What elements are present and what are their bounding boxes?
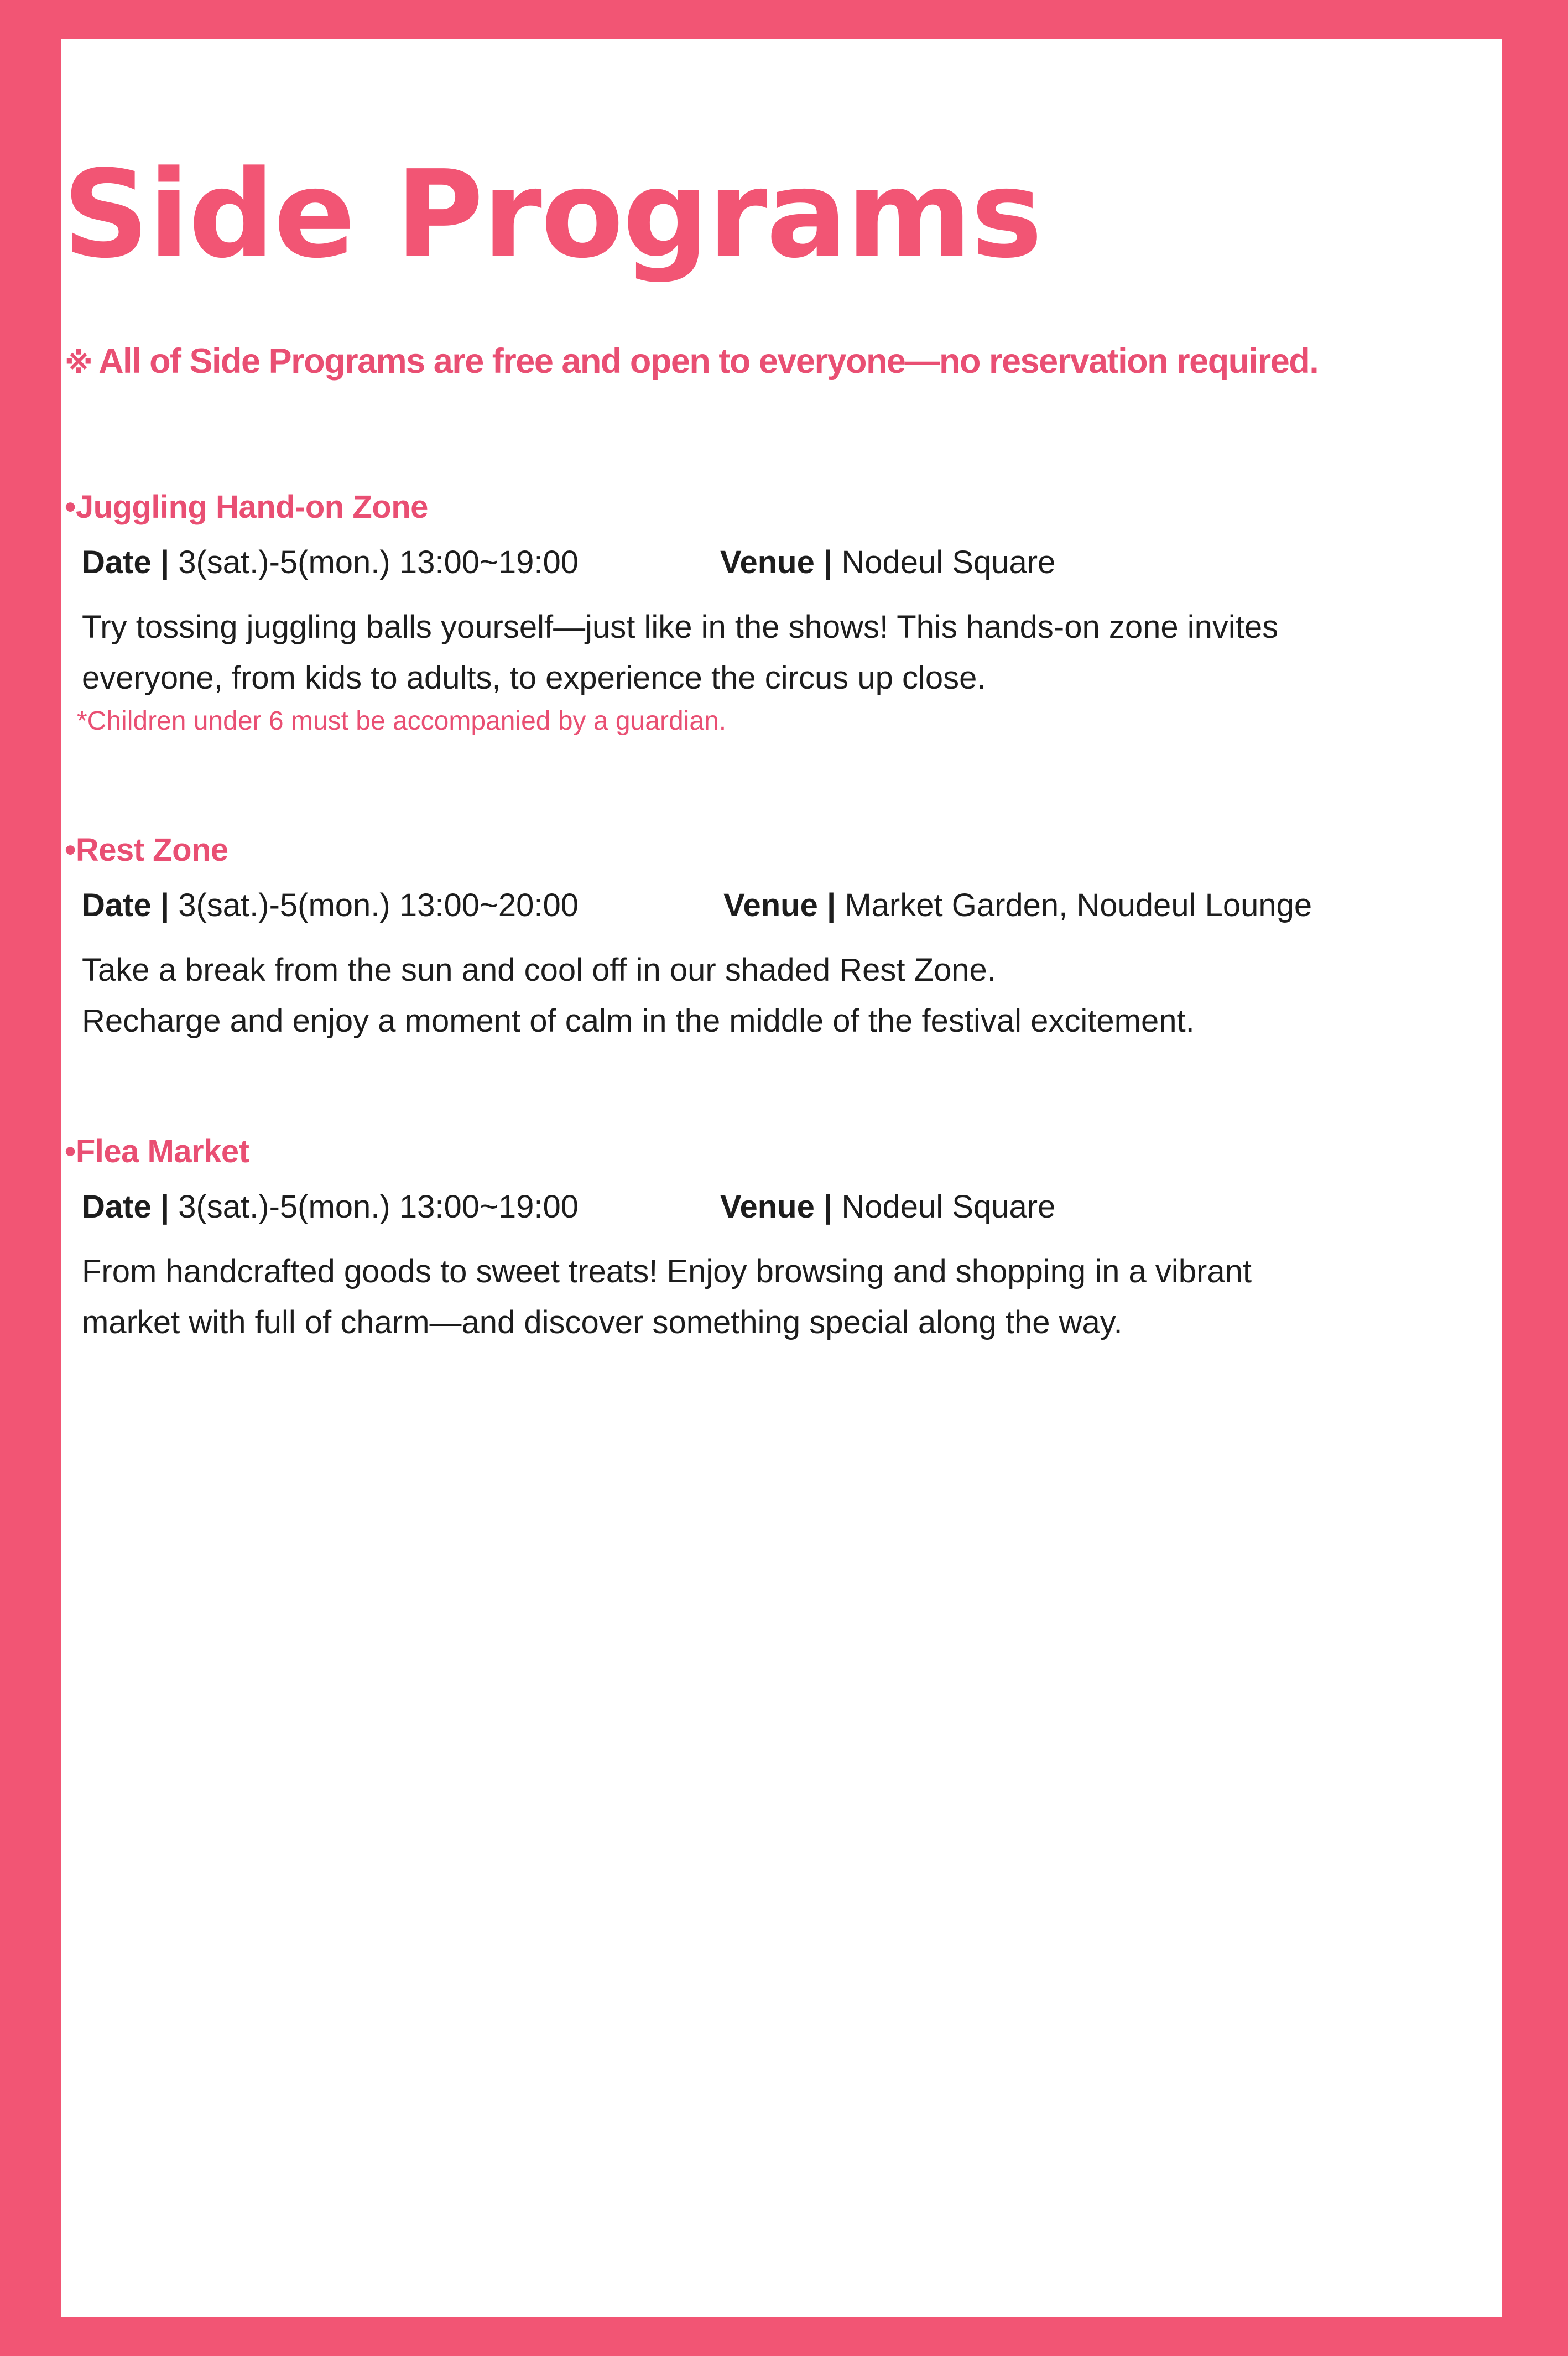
date-label: Date: [82, 544, 152, 580]
program-title: •Flea Market: [65, 1133, 249, 1169]
venue-value: Nodeul Square: [841, 544, 1056, 580]
date-info: [82, 544, 579, 580]
venue-label: Venue: [723, 887, 818, 923]
guardian-note: *Children under 6 must be accompanied by a guardian.: [77, 706, 727, 736]
date-info: [82, 887, 579, 923]
venue-value: Market Garden, Noudeul Lounge: [845, 887, 1312, 923]
program-juggling-zone: [65, 491, 1392, 735]
program-description: Take a break from the sun and cool off in our shaded Rest Zone. Recharge and enjoy a moment of calm in the middle of the festival excitement.: [82, 952, 1195, 1039]
program-description: From handcrafted goods to sweet treats! Enjoy browsing and shopping in a vibrant market with full of charm—and discover something special along the way.: [82, 1254, 1252, 1340]
bullet-icon: •: [65, 489, 76, 525]
notice-mark-icon: ※: [65, 347, 92, 380]
free-notice: [65, 344, 1318, 379]
page-title: Side Programs: [62, 145, 1042, 285]
separator: |: [160, 887, 170, 923]
program-info-row: [65, 887, 1392, 928]
date-value: 3(sat.)-5(mon.) 13:00~20:00: [178, 887, 579, 923]
venue-label: Venue: [720, 1189, 815, 1225]
program-flea-market: [65, 1133, 1392, 1348]
bullet-icon: •: [65, 1133, 76, 1169]
venue-info: [720, 544, 1056, 580]
program-title: •Rest Zone: [65, 832, 228, 868]
date-info: [82, 1191, 579, 1223]
venue-value: Nodeul Square: [841, 1189, 1056, 1225]
separator: |: [160, 1189, 170, 1225]
program-rest-zone: [65, 834, 1392, 1047]
venue-label: Venue: [720, 544, 815, 580]
venue-info: [723, 887, 1312, 923]
program-info-row: [65, 544, 1392, 585]
separator: |: [823, 544, 833, 580]
separator: |: [160, 544, 170, 580]
separator: |: [823, 1189, 833, 1225]
date-label: Date: [82, 1189, 152, 1225]
program-info-row: [65, 1191, 1392, 1230]
program-title: •Juggling Hand-on Zone: [65, 489, 428, 525]
date-label: Date: [82, 887, 152, 923]
date-value: 3(sat.)-5(mon.) 13:00~19:00: [178, 1189, 579, 1225]
date-value: 3(sat.)-5(mon.) 13:00~19:00: [178, 544, 579, 580]
notice-text: All of Side Programs are free and open to everyone—no reservation required.: [98, 342, 1319, 381]
program-description: Try tossing juggling balls yourself—just like in the shows! This hands-on zone invites everyone, from kids to adults, to experience the circus up close.: [82, 609, 1279, 696]
bullet-icon: •: [65, 832, 76, 868]
venue-info: [720, 1191, 1055, 1223]
separator: |: [826, 887, 836, 923]
